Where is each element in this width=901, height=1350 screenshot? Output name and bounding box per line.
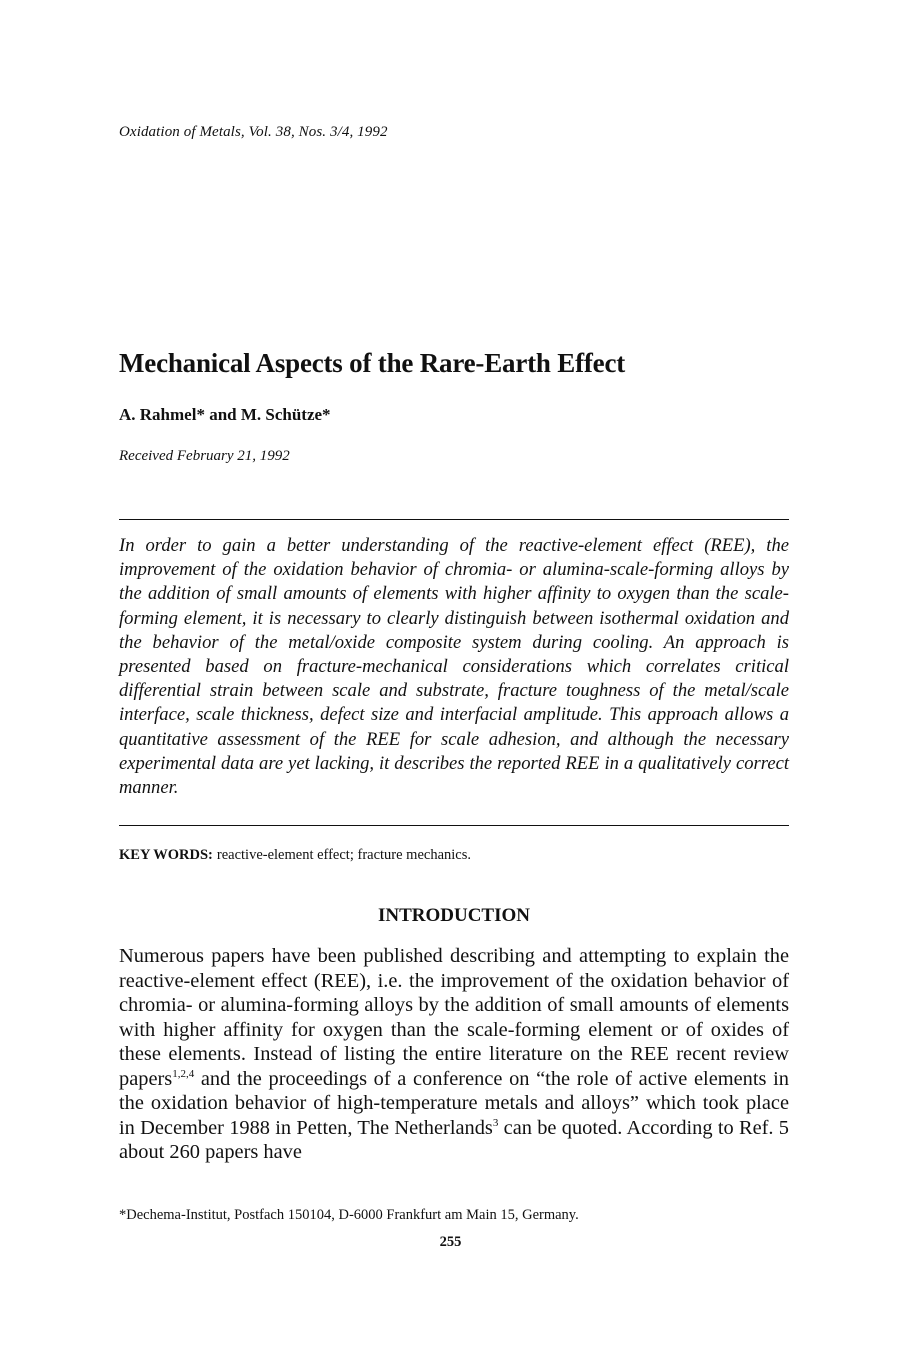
article-authors: A. Rahmel* and M. Schütze* bbox=[119, 405, 331, 424]
reference-superscript: 3 bbox=[492, 1116, 499, 1129]
affiliation-footnote: *Dechema-Institut, Postfach 150104, D-6000 Frankfurt am Main 15, Germany. bbox=[119, 1207, 579, 1223]
abstract-text: In order to gain a better understanding of the reactive-element effect (REE), the improvement of the oxidation behavior of chromia- or alumina-scale-forming alloys by the addition of small amounts of elements with higher affinity to oxygen than the scale-forming element, it is necessary to clearly distinguish between isothermal oxidation and the behavior of the metal/oxide composite system during cooling. An approach is presented based on fracture-mechanical considerations which correlates critical differential strain between scale and substrate, fracture toughness of the metal/scale interface, scale thickness, defect size and interfacial amplitude. This approach allows a quantitative assessment of the REE for scale adhesion, and although the necessary experimental data are yet lacking, it describes the reported REE in a qualitatively correct manner. bbox=[119, 535, 789, 799]
page-number: 255 bbox=[439, 1234, 462, 1250]
abstract-top-rule bbox=[119, 519, 789, 520]
reference-superscript: 1,2,4 bbox=[172, 1067, 195, 1080]
keywords-value: reactive-element effect; fracture mechanics. bbox=[216, 847, 472, 863]
keywords bbox=[119, 847, 471, 864]
introduction-paragraph bbox=[119, 944, 789, 1165]
keywords-label: KEY WORDS: bbox=[119, 847, 213, 863]
article-title: Mechanical Aspects of the Rare-Earth Effect bbox=[119, 348, 626, 378]
received-date: Received February 21, 1992 bbox=[119, 448, 290, 464]
intro-text-part-2: and the proceedings of a conference on “the role of active elements in the oxidation behavior of high-temperature metals and alloys” which took place in December 1988 in Petten, The Netherlands bbox=[119, 1067, 789, 1139]
intro-text-part-1: Numerous papers have been published describing and attempting to explain the reactive-element effect (REE), i.e. the improvement of the oxidation behavior of chromia- or alumina-forming alloys by the addition of small amounts of elements with higher affinity for oxygen than the scale-forming element or of oxides of these elements. Instead of listing the entire literature on the REE recent review papers bbox=[119, 945, 789, 1090]
abstract-bottom-rule bbox=[119, 825, 789, 826]
introduction-heading: INTRODUCTION bbox=[377, 905, 531, 926]
intro-text-part-3: can be quoted. According to Ref. 5 about 260 papers have bbox=[119, 1116, 789, 1163]
journal-citation: Oxidation of Metals, Vol. 38, Nos. 3/4, 1992 bbox=[119, 124, 388, 140]
